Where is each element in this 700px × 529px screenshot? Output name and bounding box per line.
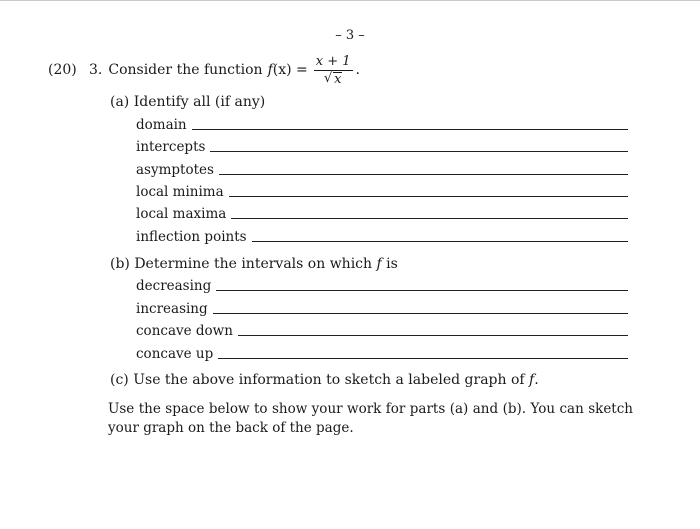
page-number: – 3 –	[335, 28, 365, 43]
function-name: f	[267, 62, 273, 78]
answer-row-asymptotes	[136, 162, 628, 178]
function-argument: (x) =	[272, 62, 308, 78]
answer-blank[interactable]	[231, 218, 628, 219]
answer-blank[interactable]	[219, 174, 628, 175]
part-c-heading-text: (c) Use the above information to sketch a labeled graph of	[110, 372, 525, 388]
answer-blank[interactable]	[229, 196, 628, 197]
part-b-heading-suffix: is	[386, 256, 398, 272]
work-instructions: Use the space below to show your work for parts (a) and (b). You can sketch your graph on the back of the page.	[108, 401, 633, 436]
problem-number: 3.	[89, 62, 103, 78]
fraction-numerator: x + 1	[315, 53, 351, 69]
answer-label: domain	[136, 117, 187, 133]
answer-row-local-maxima	[136, 206, 628, 222]
answer-blank[interactable]	[238, 335, 628, 336]
answer-blank[interactable]	[213, 313, 628, 314]
answer-blank[interactable]	[218, 358, 628, 359]
problem-points: (20)	[48, 62, 77, 78]
answer-blank[interactable]	[252, 241, 628, 242]
part-c-function-var: f	[529, 372, 535, 388]
part-a-heading: (a) Identify all (if any)	[110, 94, 266, 110]
answer-row-local-minima	[136, 184, 628, 200]
fraction-denominator	[324, 71, 343, 87]
answer-label: local minima	[136, 184, 224, 200]
answer-row-increasing	[136, 301, 628, 317]
problem-statement	[48, 52, 360, 88]
part-c-heading	[110, 372, 539, 388]
answer-blank[interactable]	[216, 290, 628, 291]
part-b-function-var: f	[376, 256, 382, 272]
sqrt-radicand: x	[334, 71, 342, 87]
answer-blank[interactable]	[210, 151, 628, 152]
answer-row-inflection-points	[136, 229, 628, 245]
part-c-heading-suffix: .	[534, 372, 539, 388]
answer-row-concave-down	[136, 323, 628, 339]
answer-label: concave up	[136, 346, 214, 362]
answer-row-intercepts	[136, 139, 628, 155]
answer-row-decreasing	[136, 278, 628, 294]
answer-label: decreasing	[136, 278, 212, 294]
function-fraction	[314, 54, 353, 87]
answer-blank[interactable]	[192, 129, 628, 130]
answer-label: concave down	[136, 323, 233, 339]
problem-intro: Consider the function	[108, 62, 263, 78]
answer-label: inflection points	[136, 229, 247, 245]
answer-label: intercepts	[136, 139, 206, 155]
part-b-heading-text: (b) Determine the intervals on which	[110, 256, 373, 272]
answer-label: increasing	[136, 301, 208, 317]
part-b-heading	[110, 256, 398, 272]
answer-row-domain	[136, 117, 628, 133]
answer-label: asymptotes	[136, 162, 214, 178]
function-period: .	[355, 62, 360, 78]
answer-label: local maxima	[136, 206, 227, 222]
answer-row-concave-up	[136, 346, 628, 362]
top-border	[0, 0, 700, 1]
sqrt-symbol: √	[323, 70, 333, 86]
